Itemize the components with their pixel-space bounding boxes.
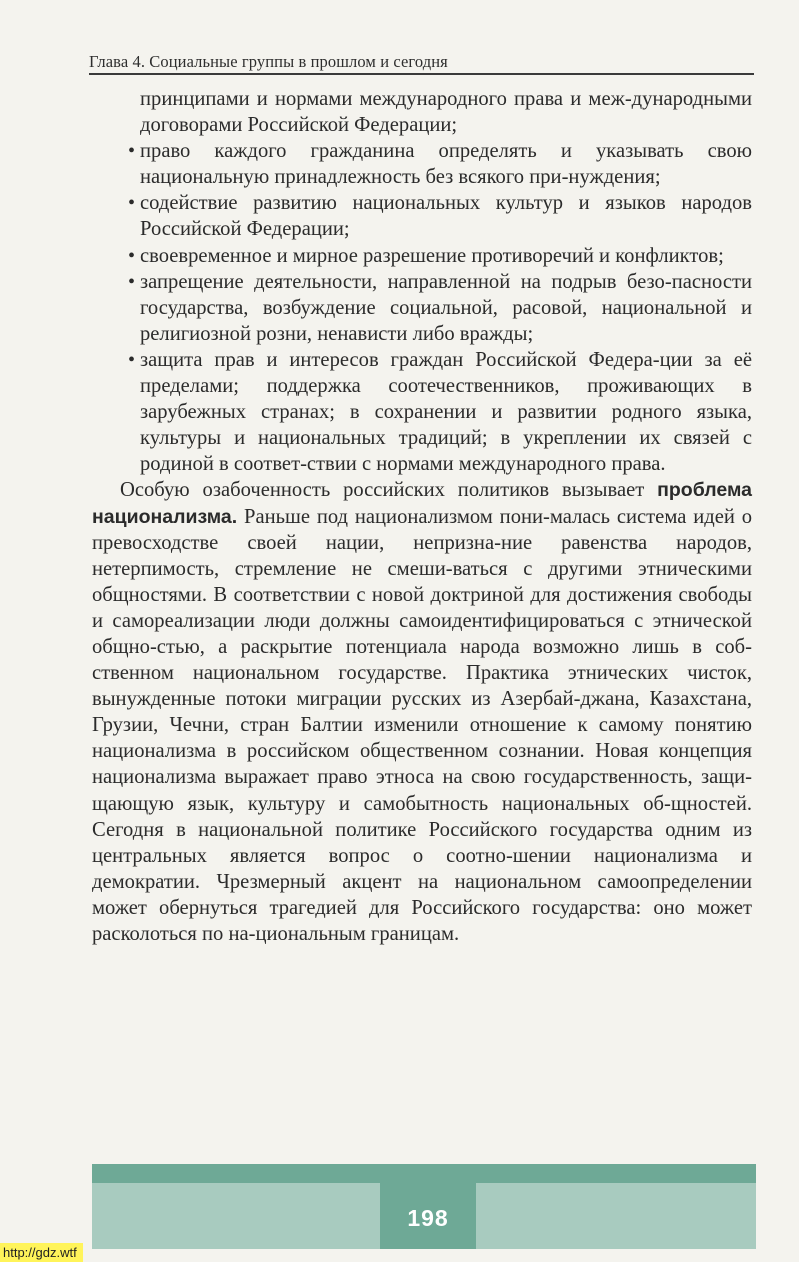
list-item: [92, 138, 752, 190]
page-content: [92, 86, 752, 947]
main-paragraph: [92, 477, 752, 947]
bullet-list: [92, 138, 752, 477]
continued-text-body: принципами и нормами международного права и меж-дународными договорами Российской Федерации;: [140, 88, 752, 137]
paragraph-rest: Раньше под национализмом пони-малась система идей о превосходстве своей нации, непризна-ние равенства народов, нетерпимость, стремление не смеши-ваться с другими этническими общностями. В соответствии с новой доктриной для достижения свободы и самореализации люди должны самоидентифицироваться с этнической общно-стью, а раскрытие потенциала народа возможно лишь в соб-ственном национальном государстве. Практика этнических чисток, вынужденные потоки миграции русских из Азербай-джана, Казахстана, Грузии, Чечни, стран Балтии изменили отношение к самому понятию национализма в российском общественном сознании. Новая концепция национализма выражает право этноса на свою государственность, защи-щающую язык, культуру и самобытность национальных об-щностей. Сегодня в национальной политике Российского государства одним из центральных является вопрос о соотно-шении национализма и демократии. Чрезмерный акцент на национальном самоопределении может обернуться трагедией для Российского государства: оно может расколоться по на-циональным границам.: [92, 505, 752, 945]
paragraph-lead: Особую озабоченность российских политиков вызывает: [120, 479, 658, 502]
continued-text: [140, 86, 752, 138]
bullet-icon: •: [128, 244, 136, 267]
watermark-link[interactable]: http://gdz.wtf: [0, 1243, 83, 1262]
list-item: [92, 190, 752, 242]
list-item-text: право каждого гражданина определять и указывать свою национальную принадлежность без всякого при-нуждения;: [140, 140, 752, 189]
list-item-text: защита прав и интересов граждан Российской Федера-ции за её пределами; поддержка соотечественников, проживающих в зарубежных странах; в сохранении и развитии родного языка, культуры и национальных традиций; в укреплении их связей с родиной в соответ-ствии с нормами международного права.: [140, 348, 752, 476]
page-number-tab: [380, 1183, 476, 1249]
list-item-text: запрещение деятельности, направленной на подрыв безо-пасности государства, возбуждение социальной, расовой, национальной и религиозной розни, ненависти либо вражды;: [140, 270, 752, 345]
list-item: [92, 243, 752, 269]
bullet-icon: •: [128, 192, 136, 215]
header-rule: [89, 73, 754, 75]
list-item: [92, 347, 752, 477]
running-title: Глава 4. Социальные группы в прошлом и сегодня: [89, 52, 448, 71]
list-item-text: своевременное и мирное разрешение противоречий и конфликтов;: [140, 244, 724, 267]
list-item: [92, 269, 752, 347]
bullet-icon: •: [128, 140, 136, 163]
bullet-icon: •: [128, 270, 136, 293]
list-item-text: содействие развитию национальных культур и языков народов Российской Федерации;: [140, 192, 752, 241]
page-number: 198: [407, 1205, 449, 1231]
footer-stripe: [92, 1164, 756, 1183]
key-term: проблема национализма.: [92, 479, 752, 528]
bullet-icon: •: [128, 348, 136, 371]
footer-band: [92, 1164, 756, 1249]
